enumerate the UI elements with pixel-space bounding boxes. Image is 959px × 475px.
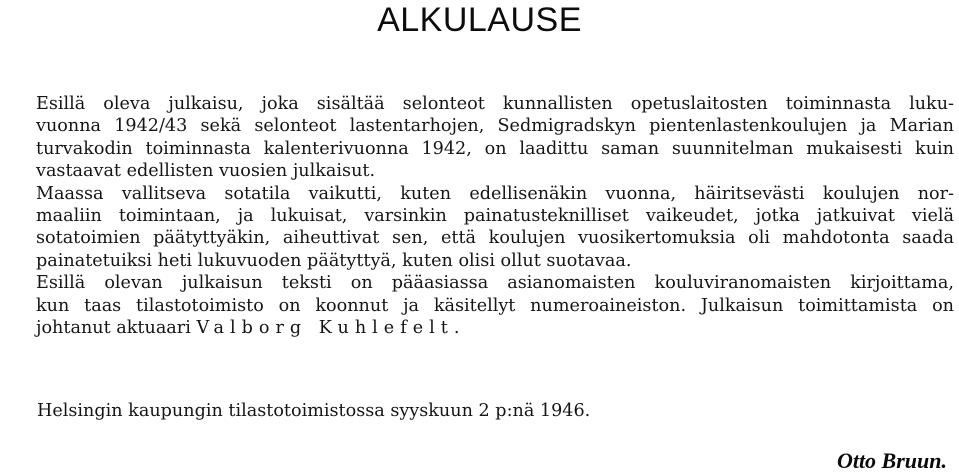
text-line [6, 317, 954, 339]
final-line-prefix: johtanut aktuaari [36, 318, 197, 339]
text-line: Maassa vallitseva sotatila vaikutti, kuten edellisenäkin vuonna, häiritsevästi koulujen nor- [36, 183, 954, 204]
text-line: Esillä olevan julkaisun teksti on pääasiassa asianomaisten kouluviranomaisten kirjoittama, [36, 273, 954, 294]
page-title: ALKULAUSE [377, 1, 582, 39]
final-line-suffix: . [453, 318, 460, 339]
editor-name: Valborg Kuhlefelt [196, 318, 454, 339]
text-line: maaliin toimintaan, ja lukuisat, varsinkin painatusteknilliset vaikeudet, jotka jatkuivat vielä [36, 206, 954, 227]
paragraph-2 [6, 183, 954, 273]
paragraph-3 [6, 272, 954, 339]
text-line: Esillä oleva julkaisu, joka sisältää selonteot kunnallisten opetuslaitosten toiminnasta luku- [36, 94, 954, 114]
text-line: vastaavat edellisten vuosien julkaisut. [36, 161, 376, 182]
text-line: turvakodin toiminnasta kalenterivuonna 1942, on laadittu saman suunnitelman mukaisesti kuin [36, 138, 954, 159]
text-line: sotatoimien päätyttyäkin, aiheuttivat sen, että koulujen vuosikertomuksia oli mahdotonta saada [36, 228, 954, 249]
text-line: kun taas tilastotoimisto on koonnut ja käsitellyt numeroaineiston. Julkaisun toimittamista on [36, 295, 954, 316]
body-text [6, 93, 954, 339]
text-line: painatetuiksi heti lukuvuoden päätyttyä, kuten olisi ollut suotavaa. [36, 250, 632, 271]
dateline: Helsingin kaupungin tilastotoimistossa syyskuun 2 p:nä 1946. [37, 401, 591, 421]
signature: Otto Bruun. [836, 448, 947, 473]
paragraph-1 [6, 93, 954, 183]
text-line: vuonna 1942/43 sekä selonteot lastentarhojen, Sedmigradskyn pientenlastenkoulujen ja Marian [36, 116, 954, 137]
